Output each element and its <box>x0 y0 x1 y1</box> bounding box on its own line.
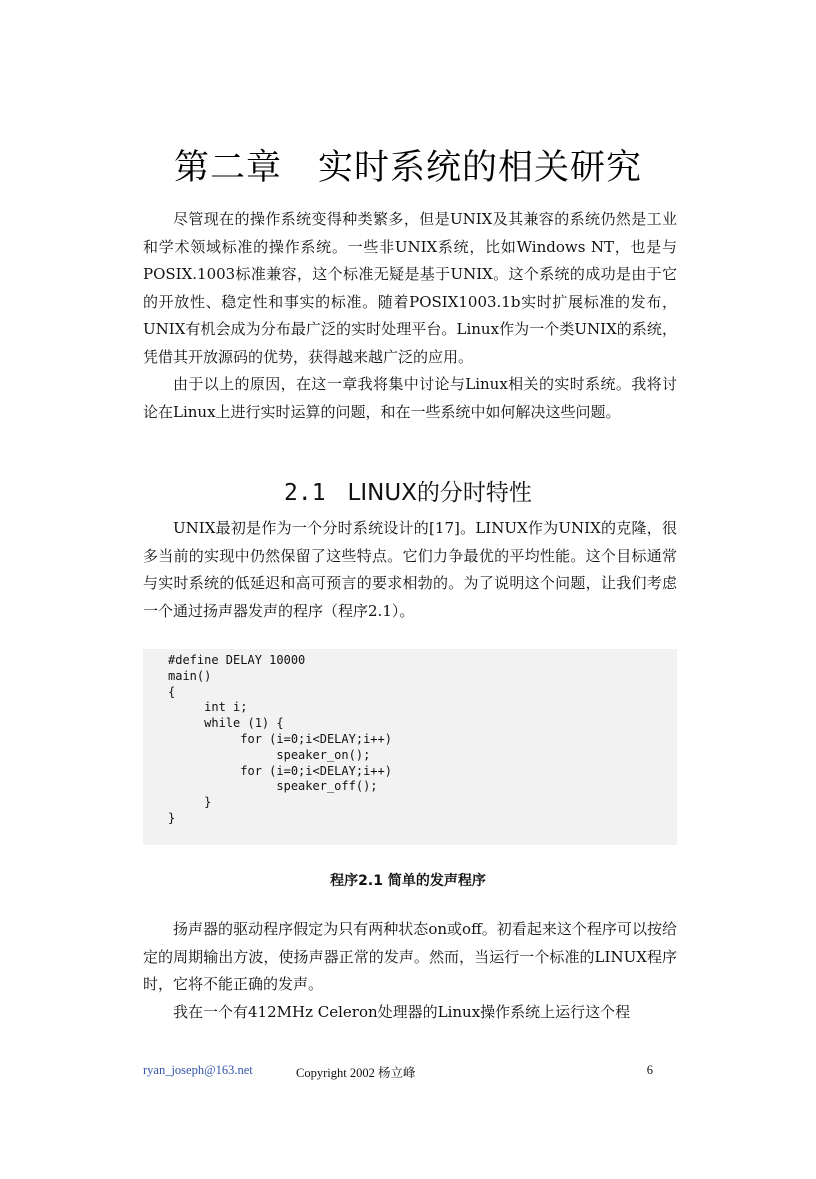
listing-caption: 程序2.1 简单的发声程序 <box>330 873 486 889</box>
chapter-name: 实时系统的相关研究 <box>318 148 643 188</box>
section-text <box>143 515 677 625</box>
section-heading <box>0 474 816 507</box>
footer-email[interactable]: ryan_joseph@163.net <box>143 1063 253 1077</box>
chapter-title <box>0 140 816 190</box>
tail-text <box>143 916 677 1026</box>
section-title: LINUX的分时特性 <box>347 480 532 506</box>
paragraph: 扬声器的驱动程序假定为只有两种状态on或off。初看起来这个程序可以按给定的周期输出方波，使扬声器正常的发声。然而，当运行一个标准的LINUX程序时，它将不能正确的发声。 <box>143 920 677 993</box>
code-listing <box>143 649 677 845</box>
paragraph: 尽管现在的操作系统变得种类繁多，但是UNIX及其兼容的系统仍然是工业和学术领域标准的操作系统。一些非UNIX系统，比如Windows NT，也是与POSIX.1003标准兼容，这个标准无疑是基于UNIX。这个系统的成功是由于它的开放性、稳定性和事实的标准。随着POSIX1003.1b实时扩展标准的发布，UNIX有机会成为分布最广泛的实时处理平台。Linux作为一个类UNIX的系统，凭借其开放源码的优势，获得越来越广泛的应用。 <box>143 210 677 366</box>
page-number: 6 <box>646 1063 653 1077</box>
section-number: 2.1 <box>284 480 326 506</box>
code-text: #define DELAY 10000 main() { int i; while (1) { for (i=0;i<DELAY;i++) speaker_on(); for (i=0;i<DELAY;i++) speaker_off(); } } <box>168 653 392 825</box>
paragraph: UNIX最初是作为一个分时系统设计的[17]。LINUX作为UNIX的克隆，很多当前的实现中仍然保留了这些特点。它们力争最优的平均性能。这个目标通常与实时系统的低延迟和高可预言的要求相勃的。为了说明这个问题，让我们考虑一个通过扬声器发声的程序（程序2.1）。 <box>143 519 677 620</box>
paragraph: 由于以上的原因，在这一章我将集中讨论与Linux相关的实时系统。我将讨论在Linux上进行实时运算的问题，和在一些系统中如何解决这些问题。 <box>143 375 677 421</box>
footer-copyright: Copyright 2002 杨立峰 <box>296 1066 416 1080</box>
chapter-number: 第二章 <box>173 148 282 188</box>
paragraph: 我在一个有412MHz Celeron处理器的Linux操作系统上运行这个程 <box>173 1002 631 1021</box>
intro-text <box>143 206 677 426</box>
